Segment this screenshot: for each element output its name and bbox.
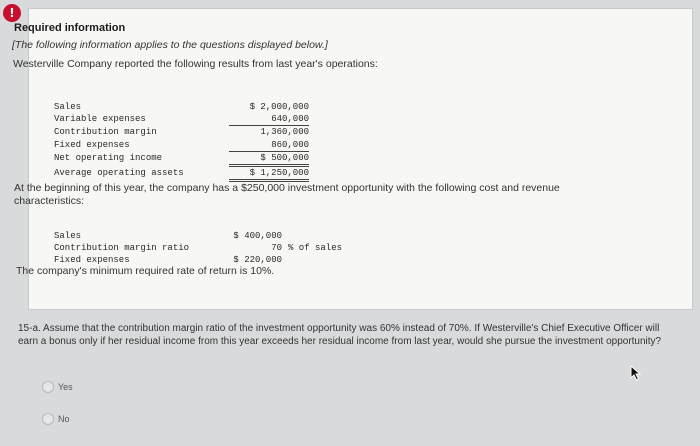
row-label: Sales <box>54 231 82 241</box>
row-label: Average operating assets <box>54 168 184 179</box>
row-value: 1,360,000 <box>260 127 309 138</box>
row-label: Sales <box>54 102 82 112</box>
row-value: $ 1,250,000 <box>229 166 309 181</box>
row-suffix: % of sales <box>288 243 343 254</box>
min-rate-text: The company's minimum required rate of return is 10%. <box>16 265 275 277</box>
option-yes[interactable] <box>42 381 73 393</box>
row-value: 860,000 <box>229 139 309 152</box>
table-row <box>54 166 309 181</box>
option-yes-label[interactable]: Yes <box>58 382 73 392</box>
last-year-results-table <box>54 101 309 182</box>
row-value: $ 400,000 <box>233 231 282 241</box>
intro-text: Westerville Company reported the following results from last year's operations: <box>13 58 378 70</box>
row-label: Variable expenses <box>54 114 146 125</box>
info-subtitle: [The following information applies to the questions displayed below.] <box>12 39 328 51</box>
row-label: Contribution margin <box>54 127 157 138</box>
row-value: $ 2,000,000 <box>249 102 309 112</box>
row-value: 70 <box>271 243 282 254</box>
row-label: Fixed expenses <box>54 255 130 266</box>
required-information-title: Required information <box>14 22 126 34</box>
row-value: $ 500,000 <box>229 151 309 165</box>
row-label: Net operating income <box>54 153 163 164</box>
table-row <box>54 126 309 139</box>
info-alert-icon: ! <box>3 4 21 22</box>
table-row <box>54 113 309 126</box>
table-row <box>54 139 309 152</box>
option-no[interactable] <box>42 413 70 425</box>
row-suffix <box>282 230 342 242</box>
opportunity-table <box>54 230 342 267</box>
row-value: 640,000 <box>229 113 309 126</box>
question-15a: 15-a. Assume that the contribution margin ratio of the investment opportunity was 60% instead of 70%. If Westerville's Chief Executive Officer will earn a bonus only if her residual income from this year exceeds her residual income from last year, would she pursue the investment opportunity? <box>18 323 662 347</box>
table-row <box>54 101 309 113</box>
row-suffix <box>282 254 342 266</box>
radio-yes[interactable] <box>42 381 54 393</box>
row-value: $ 220,000 <box>233 255 282 266</box>
mouse-pointer-icon <box>630 365 642 381</box>
table-row <box>54 242 342 254</box>
row-label: Fixed expenses <box>54 139 130 150</box>
opportunity-text: At the beginning of this year, the company has a $250,000 investment opportunity with the following cost and revenue characteristics: <box>14 182 560 207</box>
row-label: Contribution margin ratio <box>54 243 190 254</box>
option-no-label[interactable]: No <box>58 414 70 424</box>
table-row <box>54 151 309 165</box>
table-row <box>54 230 342 242</box>
radio-no[interactable] <box>42 413 54 425</box>
